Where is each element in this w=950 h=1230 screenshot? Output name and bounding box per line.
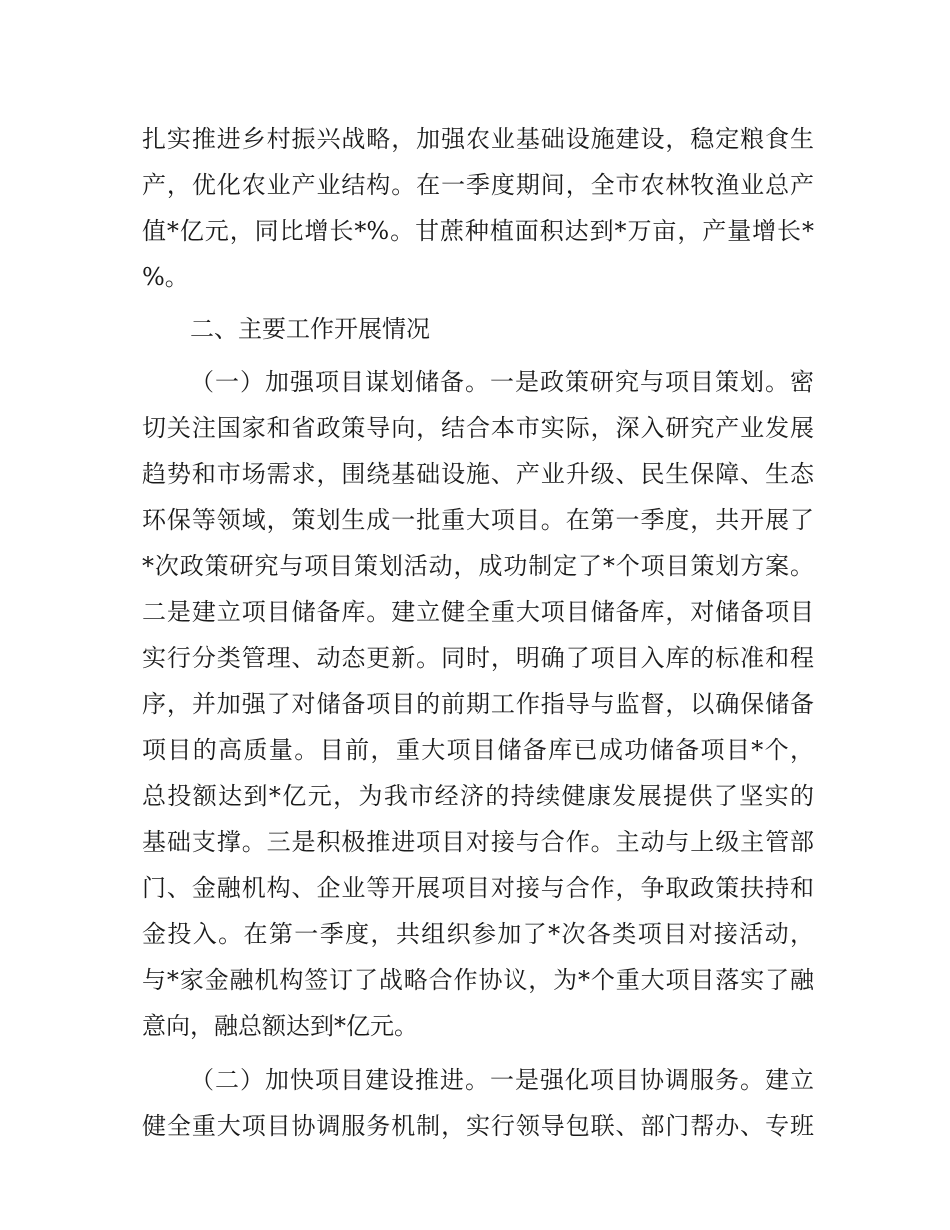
paragraph-2-line-8: 序，并加强了对储备项目的前期工作指导与监督，以确保储备	[142, 690, 814, 718]
paragraph-2-line-4: 环保等领域，策划生成一批重大项目。在第一季度，共开展了	[142, 506, 814, 534]
paragraph-1-line-2: 产，优化农业产业结构。在一季度期间，全市农林牧渔业总产	[142, 171, 814, 199]
paragraph-2-line-2: 切关注国家和省政策导向，结合本市实际，深入研究产业发展	[142, 414, 814, 442]
paragraph-1-line-1: 扎实推进乡村振兴战略，加强农业基础设施建设，稳定粮食生	[142, 125, 814, 153]
paragraph-2-line-3: 趋势和市场需求，围绕基础设施、产业升级、民生保障、生态	[142, 460, 814, 488]
paragraph-2-line-14: 与*家金融机构签订了战略合作协议，为*个重大项目落实了融	[142, 966, 814, 994]
paragraph-2-line-9: 项目的高质量。目前，重大项目储备库已成功储备项目*个，	[142, 736, 814, 764]
paragraph-1-line-3: 值*亿元，同比增长*%。甘蔗种植面积达到*万亩，产量增长*	[142, 217, 814, 245]
paragraph-2-line-1: （一）加强项目谋划储备。一是政策研究与项目策划。密	[190, 368, 814, 396]
paragraph-3-line-2: 健全重大项目协调服务机制，实行领导包联、部门帮办、专班	[142, 1112, 814, 1140]
paragraph-2-line-15: 意向，融总额达到*亿元。	[142, 1012, 418, 1040]
paragraph-2-line-11: 基础支撑。三是积极推进项目对接与合作。主动与上级主管部	[142, 828, 814, 856]
paragraph-2-line-12: 门、金融机构、企业等开展项目对接与合作，争取政策扶持和	[142, 874, 814, 902]
paragraph-2-line-10: 总投额达到*亿元，为我市经济的持续健康发展提供了坚实的	[142, 782, 814, 810]
paragraph-2-line-6: 二是建立项目储备库。建立健全重大项目储备库，对储备项目	[142, 598, 814, 626]
paragraph-2-line-7: 实行分类管理、动态更新。同时，明确了项目入库的标准和程	[142, 644, 814, 672]
section-heading: 二、主要工作开展情况	[190, 315, 430, 343]
paragraph-2-line-13: 金投入。在第一季度，共组织参加了*次各类项目对接活动，	[142, 920, 814, 948]
paragraph-1-line-4: %。	[142, 263, 189, 291]
paragraph-2-line-5: *次政策研究与项目策划活动，成功制定了*个项目策划方案。	[142, 552, 814, 580]
paragraph-3-line-1: （二）加快项目建设推进。一是强化项目协调服务。建立	[190, 1066, 814, 1094]
